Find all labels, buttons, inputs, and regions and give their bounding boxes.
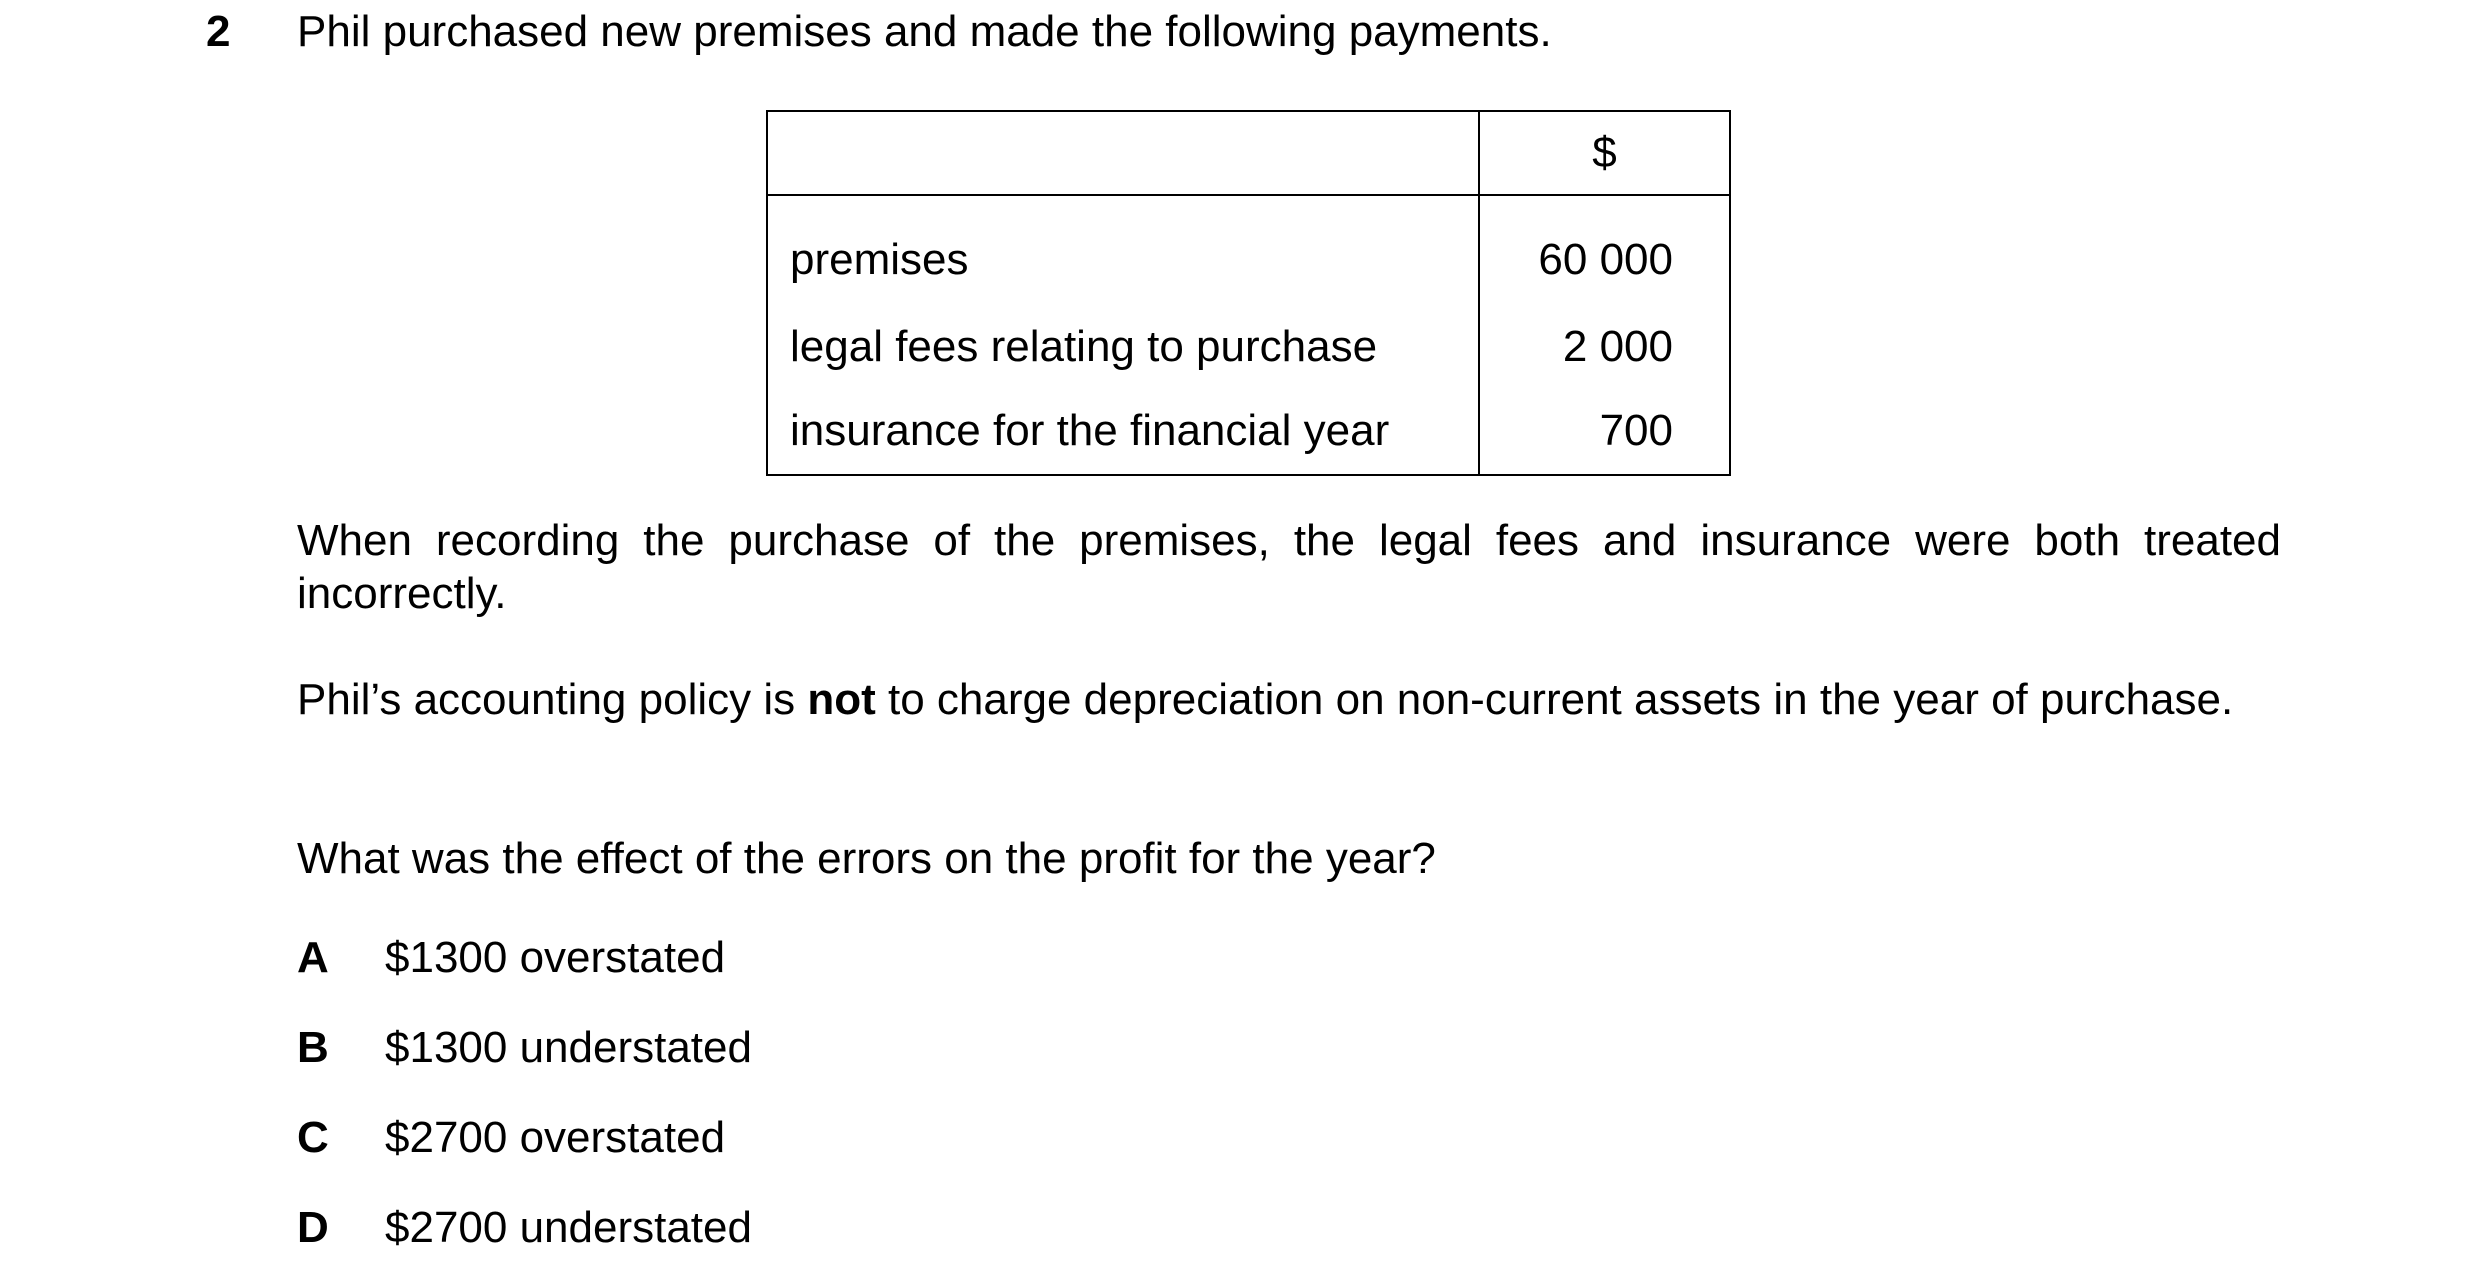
table-header-row [767, 111, 1730, 195]
table-row [767, 391, 1730, 475]
answer-option-c[interactable] [297, 1112, 725, 1164]
policy-emphasis: not [807, 675, 876, 724]
answer-option-d[interactable] [297, 1202, 752, 1254]
paragraph-policy [297, 673, 2281, 726]
option-text: $1300 overstated [385, 933, 726, 982]
payments-table [766, 110, 1731, 476]
table-cell-amount: 2 000 [1479, 303, 1730, 391]
option-letter: C [297, 1113, 329, 1162]
option-letter: A [297, 933, 329, 982]
table-cell-amount: 60 000 [1479, 195, 1730, 303]
table-header-amount: $ [1479, 111, 1730, 195]
question-intro: Phil purchased new premises and made the following payments. [297, 7, 1552, 56]
table-header-description [767, 111, 1479, 195]
table-cell-item: insurance for the financial year [767, 391, 1479, 475]
option-letter: B [297, 1023, 329, 1072]
policy-text-start: Phil’s accounting policy is [297, 675, 808, 724]
answer-option-b[interactable] [297, 1022, 752, 1074]
option-text: $2700 understated [385, 1203, 752, 1252]
question-number: 2 [206, 7, 231, 56]
table-cell-item: premises [767, 195, 1479, 303]
table-cell-item: legal fees relating to purchase [767, 303, 1479, 391]
option-text: $1300 understated [385, 1023, 752, 1072]
option-letter: D [297, 1203, 329, 1252]
table-row [767, 303, 1730, 391]
option-text: $2700 overstated [385, 1113, 726, 1162]
table-row [767, 195, 1730, 303]
table-cell-amount: 700 [1479, 391, 1730, 475]
paragraph-errors: When recording the purchase of the premises, the legal fees and insurance were both treated incorrectly. [297, 516, 2281, 618]
question-prompt: What was the effect of the errors on the profit for the year? [297, 834, 1436, 883]
policy-text-end: to charge depreciation on non-current assets in the year of purchase. [875, 675, 2234, 724]
answer-option-a[interactable] [297, 932, 725, 984]
